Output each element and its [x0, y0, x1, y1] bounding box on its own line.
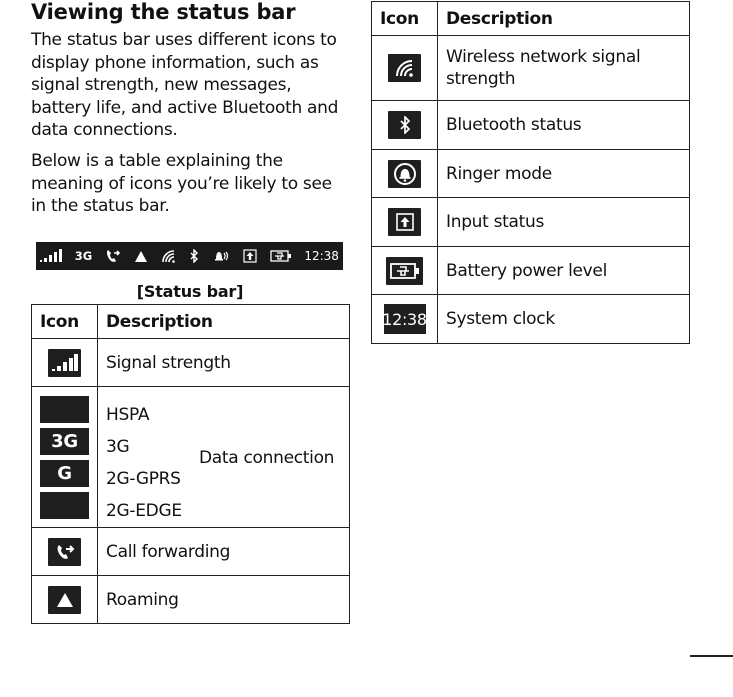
table-row — [32, 528, 350, 576]
list-item: HSPA — [106, 404, 150, 425]
hspa-icon — [40, 396, 89, 423]
edge-icon — [40, 492, 89, 519]
row-description: Input status — [438, 198, 690, 247]
table-header-row — [32, 305, 350, 339]
call-forwarding-icon — [48, 538, 81, 566]
icon-table-right — [371, 1, 690, 344]
bluetooth-icon — [388, 111, 421, 139]
page-title: Viewing the status bar — [31, 0, 296, 24]
row-description: System clock — [438, 295, 690, 344]
roaming-icon — [134, 242, 148, 270]
icon-column-header: Icon — [372, 2, 438, 36]
row-description: Battery power level — [438, 247, 690, 295]
table-row — [32, 339, 350, 387]
list-item: 3G — [106, 436, 130, 457]
wifi-icon — [161, 242, 177, 270]
icon-table-left — [31, 304, 350, 624]
icon-column-header: Icon — [32, 305, 98, 339]
table-row — [32, 387, 350, 528]
table-row — [32, 576, 350, 624]
status-bar-caption: [Status bar] — [136, 282, 244, 301]
input-status-icon — [388, 208, 421, 236]
status-bar-clock: 12:38 — [304, 249, 339, 263]
row-description: Bluetooth status — [438, 101, 690, 150]
status-bar-illustration — [36, 242, 343, 270]
network-type-label: 3G — [74, 249, 93, 263]
roaming-icon — [48, 586, 81, 614]
call-forwarding-icon — [105, 242, 121, 270]
3g-icon: 3G — [40, 428, 89, 455]
table-row — [372, 247, 690, 295]
row-description: Wireless network signal strength — [438, 36, 690, 101]
description-column-header: Description — [438, 2, 690, 36]
input-status-icon — [243, 242, 257, 270]
wifi-icon — [388, 54, 421, 82]
ringer-icon — [388, 160, 421, 188]
table-row — [372, 101, 690, 150]
row-description: Ringer mode — [438, 150, 690, 198]
table-header-row — [372, 2, 690, 36]
clock-icon: 12:38 — [384, 304, 426, 334]
battery-icon — [270, 242, 292, 270]
intro-paragraph-2: Below is a table explaining the meaning of icons you’re likely to see in the status bar. — [31, 151, 332, 216]
battery-icon — [386, 257, 423, 285]
data-connection-label: Data connection — [199, 447, 335, 468]
table-row — [372, 150, 690, 198]
list-item: 2G-GPRS — [106, 468, 181, 489]
row-description: Roaming — [98, 576, 350, 624]
signal-bars-icon — [48, 349, 81, 377]
ringer-icon — [212, 242, 230, 270]
intro-paragraph: The status bar uses different icons to display phone information, such as signal strength, new messages, battery life, and active Bluetooth and data connections. — [31, 30, 339, 140]
row-description: Call forwarding — [98, 528, 350, 576]
signal-bars-icon — [40, 242, 62, 270]
gprs-icon: G — [40, 460, 89, 487]
bluetooth-icon — [189, 242, 199, 270]
page-number-rule — [690, 655, 733, 657]
table-row — [372, 198, 690, 247]
table-row — [372, 36, 690, 101]
table-row — [372, 295, 690, 344]
list-item: 2G-EDGE — [106, 500, 182, 521]
description-column-header: Description — [98, 305, 350, 339]
row-description: Signal strength — [98, 339, 350, 387]
